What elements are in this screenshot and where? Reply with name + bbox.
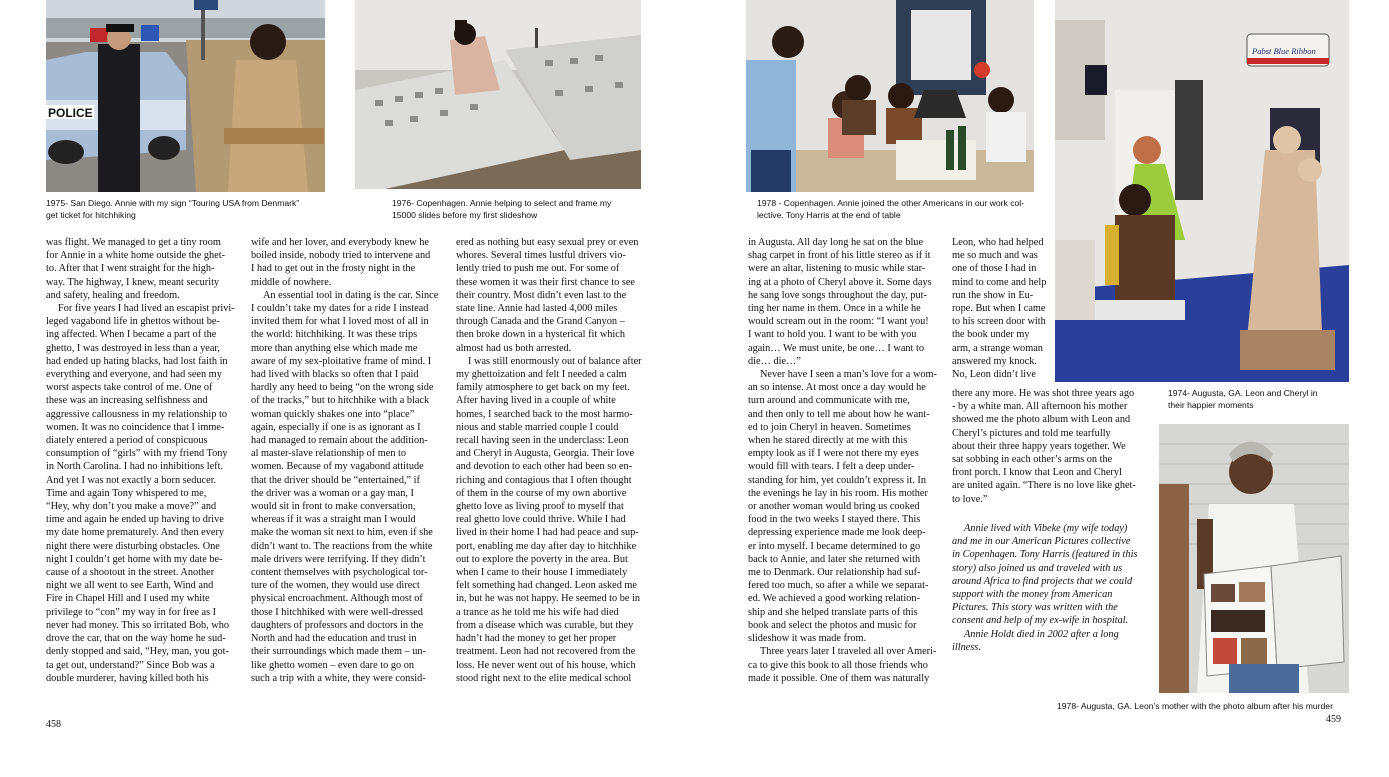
col2-line: of the tracks,” but to hitchhike with a black <box>251 395 430 407</box>
col4-line: the evenings he lay in his room. His mother <box>748 487 928 499</box>
col2-line: make the woman sit next to him, even if she <box>251 527 433 539</box>
col4-line: book and select the photos and music for <box>748 619 917 631</box>
col5-line: run the show in Eu- <box>952 289 1034 301</box>
caption-collective-line2: lective. Tony Harris at the end of table <box>757 210 901 220</box>
col1-line: ghetto, I was destroyed in less than a year, <box>46 342 221 354</box>
col5-line: Leon, who had helped <box>952 237 1044 248</box>
col4-line: or another woman would bring us cooked <box>748 501 920 513</box>
col2-line: wife and her lover, and everybody knew he <box>251 237 429 248</box>
col3-line: when I came to their house I immediately <box>456 567 628 579</box>
page-number-right: 459 <box>1326 714 1341 725</box>
col2-line: physical encroachment. Although most of <box>251 593 423 605</box>
col1-line: And yet I was not exactly a born seducer. <box>46 474 217 486</box>
col3-line: felt something had changed. Leon asked me <box>456 580 637 592</box>
col5-line: sat sobbing in each other’s arms on the <box>952 454 1113 466</box>
col4-line: ing at a photo of Cheryl above it. Some days <box>748 276 932 288</box>
col5-line: - by a white man. All afternoon his mother <box>952 401 1128 413</box>
col1-line: in North Carolina. I had no inhibitions left. <box>46 461 224 473</box>
caption-copenhagen-collective <box>757 197 1057 221</box>
col3-line: in, but he was not happy. He seemed to be in <box>456 593 641 605</box>
col2-line: invited them for what I loved most of all in <box>251 316 429 328</box>
col3-line: loss. He never went out of his house, which <box>456 659 636 671</box>
col4-line: ca to give this book to all those friends who <box>748 659 928 671</box>
col2-line: I had to get out in the frosty night in the <box>251 263 416 275</box>
col4-line: Three years later I traveled all over Ameri- <box>760 646 937 658</box>
col4-line: would fill with tears. I felt a deep under- <box>748 461 915 473</box>
col1-line: privilege to “con” my way in for free as I <box>46 606 217 618</box>
col3-line: After having lived in a couple of white <box>456 395 616 407</box>
col2-line: al master-slave relationship of men to <box>251 448 407 460</box>
col2-line: again, especially if one is as ignorant as I <box>251 421 421 433</box>
col4-line: an so intense. At most once a day would he <box>748 382 926 394</box>
col3-line: and Cheryl in Augusta, Georgia. Their love <box>456 448 635 460</box>
col1-line: women. It was no coincidence that I imme- <box>46 421 225 433</box>
col4-line: again… We must unite, be one… I want to <box>748 342 924 354</box>
col5-line: front porch. I know that Leon and Cheryl <box>952 467 1122 479</box>
col4-line: depressing experience made me look deep- <box>748 527 926 539</box>
col5-line: me so much and was <box>952 250 1038 262</box>
italic-note-line: illness. <box>952 641 981 653</box>
col4-line: I want to hold you. I want to be with you <box>748 329 917 341</box>
col4-line: in Augusta. All day long he sat on the blue <box>748 237 924 248</box>
col1-line: to. After that I went straight for the high- <box>46 263 215 275</box>
col5-line: rope. But when I came <box>952 303 1046 315</box>
col5-line: one of those I had in <box>952 263 1037 275</box>
col4-line: die… die…” <box>748 355 801 367</box>
col1-line: leged vagabond life in ghettos without be- <box>46 316 220 328</box>
col1-line: these was an increasing selfishness and <box>46 395 208 407</box>
col3-line: almost had us both arrested. <box>456 342 572 354</box>
col2-line: ture of the women, they would use direct <box>251 580 420 592</box>
col1-line: diately entered a period of conspicuous <box>46 435 208 447</box>
col2-line: didn’t want to. The reactions from the white <box>251 540 433 552</box>
italic-note-line: consent and help of my ex-wife in hospital. <box>952 615 1129 627</box>
col2-line: North and had the education and trust in <box>251 633 417 645</box>
col5-line: there any more. He was shot three years ago <box>952 388 1135 399</box>
caption-collective-line1: 1978 - Copenhagen. Annie joined the other Americans in our work col- <box>757 198 1025 208</box>
col3-line: through Canada and the Grand Canyon – <box>456 316 625 328</box>
caption-slides-line2: 15000 slides before my first slideshow <box>392 210 538 220</box>
col3-line: recall having seen in the underclass: Leon <box>456 435 629 447</box>
col2-line: daughters of professors and doctors in the <box>251 619 424 631</box>
col1-line: consumption of “girls” with my friend Tony <box>46 448 228 460</box>
col3-line: stood right next to the elite medical school <box>456 672 632 684</box>
col2-line: whereas if it was a straight man I would <box>251 514 416 526</box>
col1-line: had ended up hating blacks, had lost faith in <box>46 355 228 367</box>
col3-line: ered as nothing but easy sexual prey or even <box>456 237 639 248</box>
col3-line: homes, I searched back to the most harmo- <box>456 408 633 420</box>
col2-line: middle of nowhere. <box>251 276 332 288</box>
col4-line: ed. We achieved a good working relation- <box>748 593 920 605</box>
col3-line: state line. Annie had lasted 4,000 miles <box>456 303 618 315</box>
col4-line: ting her name in them. Once in a while he <box>748 303 921 315</box>
text-column-2 <box>251 236 451 685</box>
col1-line: and safety, healing and freedom. <box>46 289 180 301</box>
col1-line: way. The highway, I knew, meant security <box>46 276 220 288</box>
col4-line: er into myself. I became determined to go <box>748 540 921 552</box>
col5-line: No, Leon didn’t live <box>952 369 1036 381</box>
italic-note-line: and me in our American Pictures collective <box>952 536 1131 548</box>
col4-line: made it possible. One of them was naturally <box>748 672 930 684</box>
col4-line: fered too much, so after a while we separat- <box>748 580 929 592</box>
col4-line: when he stared directly at me with this <box>748 435 908 447</box>
col4-line: me to Denmark. Our relationship had suf- <box>748 567 921 579</box>
photo-copenhagen-slides <box>355 0 641 189</box>
col1-line: ta get out, understand?” Since Bob was a <box>46 659 215 671</box>
caption-san-diego <box>46 197 346 221</box>
page-number-left: 458 <box>46 719 61 730</box>
col3-line: these women it was their first chance to see <box>456 276 635 288</box>
col4-line: standing for him, yet couldn’t express it. In <box>748 474 926 486</box>
col1-line: double murderer, having killed both his <box>46 672 209 684</box>
col4-line: and then only to tell me about how he want- <box>748 408 930 420</box>
col2-line: male drivers were terrifying. If they didn’t <box>251 553 426 565</box>
col3-line: family atmosphere to get back on my feet. <box>456 382 630 394</box>
col3-line: their country. Most didn’t even last to the <box>456 289 627 301</box>
col2-line: boiled inside, nobody tried to intervene and <box>251 250 431 262</box>
col3-line: lently tried to push me out. For some of <box>456 263 620 275</box>
col1-line: never had money. This so irritated Bob, who <box>46 619 230 631</box>
col1-line: night I couldn’t get home with my date be- <box>46 553 223 565</box>
text-column-4 <box>748 236 948 685</box>
col2-line: aware of my sex-ploitative frame of mind. I <box>251 355 432 367</box>
photo-mother-image <box>1159 424 1349 693</box>
col4-line: would scream out in the room: “I want you! <box>748 316 929 328</box>
col3-line: a trance as he told me his wife had died <box>456 606 619 618</box>
caption-augusta-leon-cheryl <box>1168 387 1348 411</box>
col2-line: that the driver should be “entertained,” if <box>251 474 420 486</box>
col5-line: showed me the photo album with Leon and <box>952 414 1131 426</box>
text-column-1 <box>46 236 246 685</box>
col3-line: real ghetto love could thrive. While I had <box>456 514 626 526</box>
col1-line: my date home prematurely. And then every <box>46 527 225 539</box>
caption-mother-line: 1978- Augusta, GA. Leon’s mother with the photo album after his murder <box>1057 701 1333 711</box>
col4-line: he sang love songs throughout the day, put- <box>748 289 927 301</box>
photo-copenhagen-collective <box>746 0 1034 192</box>
col1-line: night there were disturbing obstacles. One <box>46 540 220 552</box>
col1-line: “Hey, why don’t you make a move?” and <box>46 501 217 513</box>
col2-line: would sit in front to make conversation, <box>251 501 416 513</box>
col3-line: port, enabling me day after day to hitchhike <box>456 540 637 552</box>
italic-note-line: support with the money from American <box>952 589 1113 601</box>
photo-san-diego-police <box>46 0 325 192</box>
text-column-3 <box>456 236 656 685</box>
col5-line: the book under my <box>952 329 1030 341</box>
col3-line: I was still enormously out of balance after <box>468 355 642 367</box>
italic-note-line: around Africa to find projects that we could <box>952 575 1133 587</box>
col4-line: were an altar, listening to music while star- <box>748 263 926 275</box>
text-column-5-italic-note <box>952 522 1157 654</box>
col4-line: food in the two weeks I stayed there. This <box>748 514 921 526</box>
col1-line: Time and again Tony whispered to me, <box>46 487 207 499</box>
col3-line: nious and stable married couple I could <box>456 421 619 433</box>
photo-augusta-leon-cheryl <box>1055 0 1349 382</box>
caption-leon-line1: 1974- Augusta, GA. Leon and Cheryl in <box>1168 388 1318 398</box>
col3-line: whores. Several times lustful drivers vio- <box>456 250 626 262</box>
col2-line: hardly any heed to being “on the wrong side <box>251 382 434 394</box>
col4-line: ed to join Cheryl in heaven. Sometimes <box>748 421 911 433</box>
text-column-5-wide <box>952 387 1157 506</box>
col3-line: of them in the course of my own abortive <box>456 487 627 499</box>
col2-line: those I hitchhiked with were well-dressed <box>251 606 423 618</box>
col3-line: from a disease which was curable, but they <box>456 619 634 631</box>
col1-line: denly stopped and said, “Hey, man, you got- <box>46 646 229 658</box>
col5-line: Cheryl’s pictures and told me tearfully <box>952 427 1111 439</box>
col3-line: my ghettoization and felt I needed a calm <box>456 369 627 381</box>
col2-line: An essential tool in dating is the car. Since <box>263 289 439 301</box>
col5-line: arm, a strange woman <box>952 342 1043 354</box>
col2-line: more than anything else which made me <box>251 342 418 354</box>
italic-note-line: Pictures. This story was written with the <box>952 602 1118 614</box>
col5-line: are united again. “There is no love like ghet- <box>952 480 1136 492</box>
col2-line: content themselves with psychological tor- <box>251 567 428 579</box>
photo-leons-mother <box>1159 424 1349 693</box>
col2-line: their surroundings which made them – un- <box>251 646 427 658</box>
text-column-5-narrow <box>952 236 1052 381</box>
col1-line: time and again he ended up having to drive <box>46 514 224 526</box>
col3-line: then broke down in a hysterical fit which <box>456 329 625 341</box>
col5-line: answered my knock. <box>952 355 1037 367</box>
col1-line: drove the car, that on the way home he sud- <box>46 633 226 645</box>
col2-line: I couldn’t take my dates for a ride I instead <box>251 303 429 315</box>
italic-note-line: Annie Holdt died in 2002 after a long <box>964 628 1119 640</box>
caption-slides-line1: 1976- Copenhagen. Annie helping to select and frame my <box>392 198 612 208</box>
caption-copenhagen-slides <box>392 197 652 221</box>
col3-line: hadn’t had the money to get her proper <box>456 633 617 645</box>
col3-line: treatment. Leon had not recovered from the <box>456 646 636 658</box>
col4-line: Never have I seen a man’s love for a wom- <box>760 369 937 381</box>
col5-line: mind to come and help <box>952 276 1047 288</box>
col2-line: had managed to remain about the addition- <box>251 435 428 447</box>
italic-note-line: Annie lived with Vibeke (my wife today) <box>964 523 1128 534</box>
col2-line: the world: hitchhiking. It was these trips <box>251 329 418 341</box>
col3-line: lived in their home I had had peace and sup- <box>456 527 639 539</box>
col1-line: for Annie in a white home outside the ghet- <box>46 250 226 262</box>
col3-line: ghetto love as living proof to myself that <box>456 501 624 513</box>
photo-copenhagen-slides-image <box>355 0 641 189</box>
col2-line: like ghetto women – even dare to go on <box>251 659 414 671</box>
col1-line: cause of a shootout in the street. Another <box>46 567 215 579</box>
italic-note-line: in Copenhagen. Tony Harris (featured in this <box>952 549 1138 561</box>
col1-line: For five years I had lived an escapist privi- <box>58 303 235 315</box>
caption-leon-line2: their happier moments <box>1168 400 1254 410</box>
col3-line: out to explore the poverty in the area. But <box>456 553 628 565</box>
col1-line: worst aspects take control of me. One of <box>46 382 213 394</box>
col5-line: about their three happy years together. We <box>952 440 1126 452</box>
col5-line: to love.” <box>952 493 988 505</box>
caption-leons-mother <box>1057 700 1357 712</box>
col3-line: riching and contagious that I often thought <box>456 474 632 486</box>
col1-line: ing affected. When I became a part of the <box>46 329 217 341</box>
col4-line: ship and she helped translate parts of this <box>748 606 918 618</box>
col4-line: empty look as if I were not there my eyes <box>748 448 919 460</box>
col4-line: turn around and communicate with me, <box>748 395 910 407</box>
col2-line: had lived with blacks so often that I paid <box>251 369 419 381</box>
col5-line: to his screen door with <box>952 316 1046 328</box>
col4-line: slideshow it was made from. <box>748 633 867 645</box>
caption-san-diego-line1: 1975- San Diego. Annie with my sign “Touring USA from Denmark” <box>46 198 300 208</box>
col2-line: woman quickly shakes one into “place” <box>251 408 415 420</box>
italic-note-line: story) also joined us and traveled with us <box>952 562 1123 574</box>
col1-line: Fire in Chapel Hill and I used my white <box>46 593 210 605</box>
col2-line: such a trip with a white, they were consid- <box>251 672 426 684</box>
police-car-lettering: POLICE <box>48 106 93 120</box>
photo-collective-image <box>746 0 1034 192</box>
col1-line: was flight. We managed to get a tiny room <box>46 237 221 248</box>
col3-line: and devotion to each other had been so en- <box>456 461 633 473</box>
col2-line: women. Because of my vagabond attitude <box>251 461 424 473</box>
col2-line: the driver was a woman or a gay man, I <box>251 487 414 499</box>
col1-line: night we all went to see Earth, Wind and <box>46 580 214 592</box>
photo-san-diego-image <box>46 0 325 192</box>
caption-san-diego-line2: get ticket for hitchhiking <box>46 210 136 220</box>
col1-line: aggressive callousness in my relationship to <box>46 408 228 420</box>
col4-line: shag carpet in front of his little stereo as if it <box>748 250 931 262</box>
photo-leon-cheryl-image <box>1055 0 1349 382</box>
col4-line: back to Annie, and later she returned with <box>748 553 921 565</box>
beer-sign-lettering: Pabst Blue Ribbon <box>1252 46 1316 56</box>
col1-line: everything and everyone, and had seen my <box>46 369 222 381</box>
